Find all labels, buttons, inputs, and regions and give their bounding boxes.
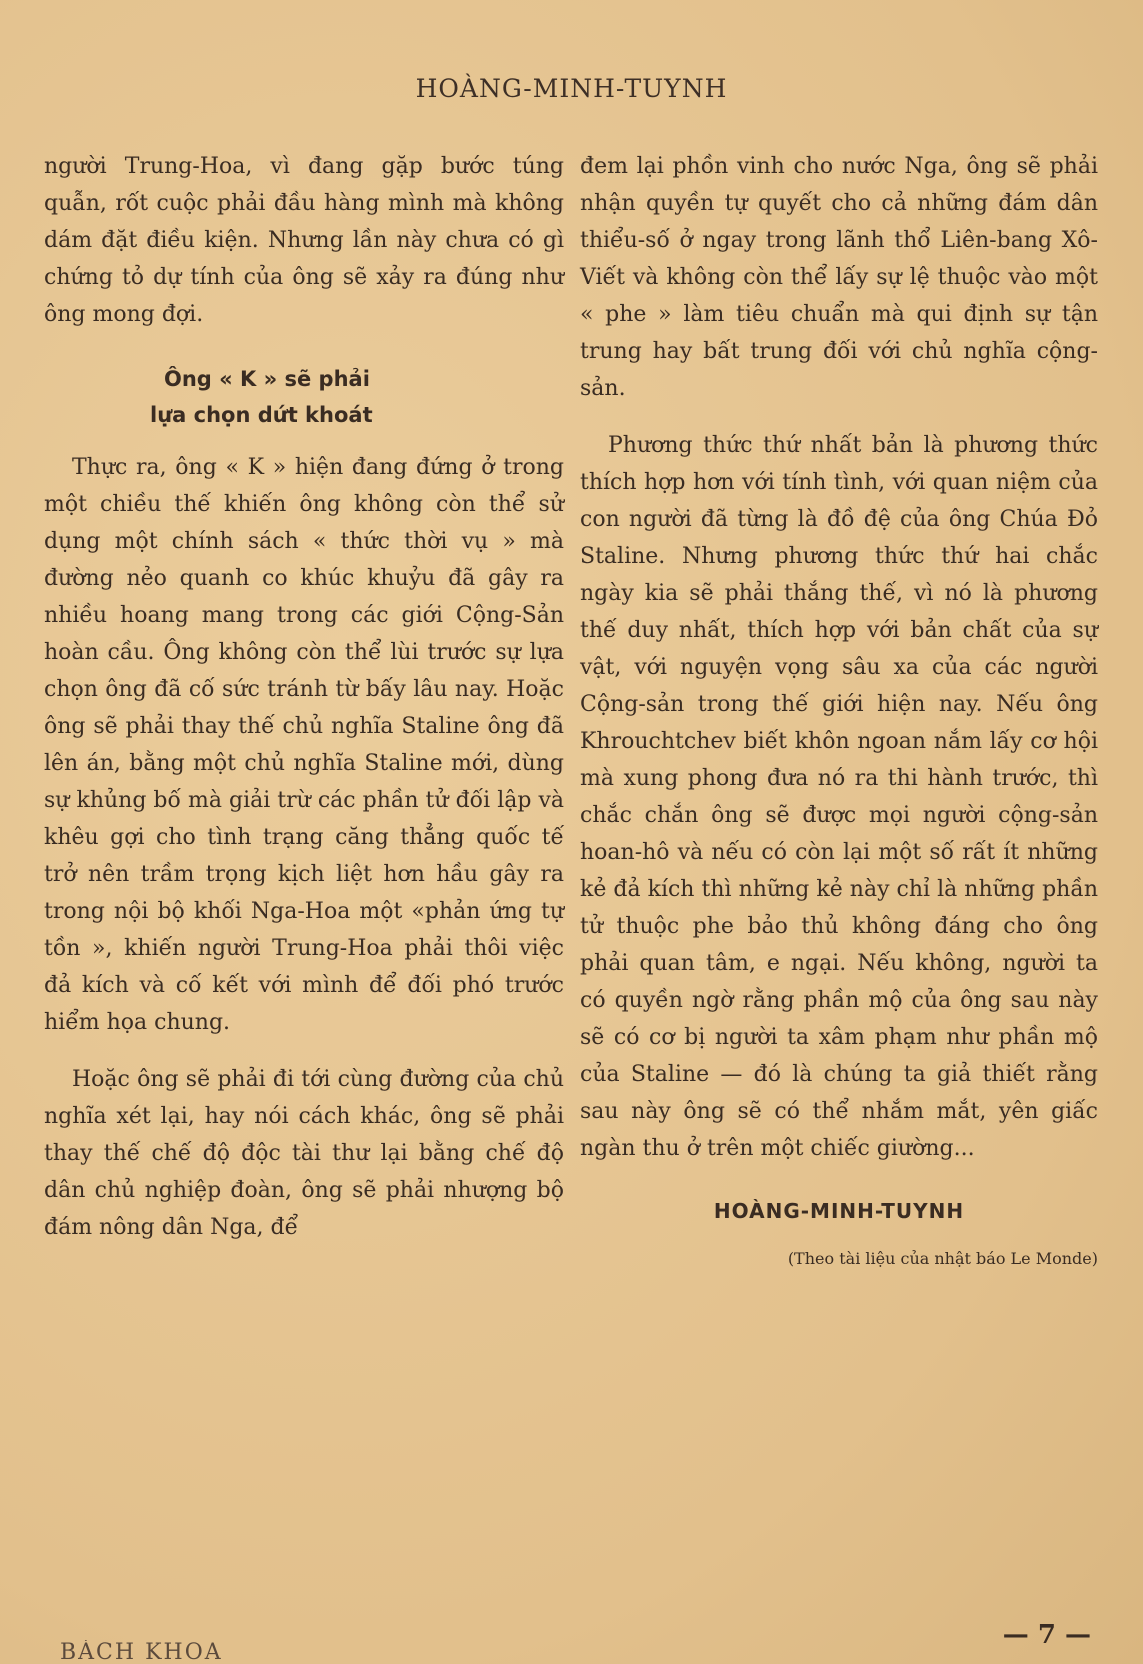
left-paragraph-2: Thực ra, ông « K » hiện đang đứng ở trong một chiều thế khiến ông không còn thể sử dụng một chính sách « thức thời vụ » mà đường nẻo quanh co khúc khuỷu đã gây ra nhiều hoang mang trong các giới Cộng-Sản hoàn cầu. Ông không còn thể lùi trước sự lựa chọn ông đã cố sức tránh từ bấy lâu nay. Hoặc ông sẽ phải thay thế chủ nghĩa Staline ông đã lên án, bằng một chủ nghĩa Staline mới, dùng sự khủng bố mà giải trừ các phần tử đối lập và khêu gợi cho tình trạng căng thẳng quốc tế trở nên trầm trọng kịch liệt hơn hầu gây ra trong nội bộ khối Nga-Hoa một «phản ứng tự tồn », khiến người Trung-Hoa phải thôi việc đả kích và cố kết với mình để đối phó trước hiểm họa chung. [44,455,564,1035]
running-header: HOÀNG-MINH-TUYNH [415,74,728,103]
right-column [580,148,1098,1277]
footer-publication-name: BÁCH KHOA [60,1640,223,1664]
subheading-line-1: Ông « K » sẽ phải [164,367,370,391]
author-signature: HOÀNG-MINH-TUYNH [713,1199,965,1223]
right-paragraph-2: Phương thức thứ nhất bản là phương thức thích hợp hơn với tính tình, với quan niệm của con người đã từng là đồ đệ của ông Chúa Đỏ Staline. Nhưng phương thức thứ hai chắc ngày kia sẽ phải thắng thế, vì nó là phương thế duy nhất, thích hợp với bản chất của sự vật, với nguyện vọng sâu xa của các người Cộng-sản trong thế giới hiện nay. Nếu ông Khrouchtchev biết khôn ngoan nắm lấy cơ hội mà xung phong đưa nó ra thi hành trước, thì chắc chắn ông sẽ được mọi người cộng-sản hoan-hô và nếu có còn lại một số rất ít những kẻ đả kích thì những kẻ này chỉ là những phần tử thuộc phe bảo thủ không đáng cho ông phải quan tâm, e ngại. Nếu không, người ta có quyền ngờ rằng phần mộ của ông sau này sẽ có cơ bị người ta xâm phạm như phần mộ của Staline — đó là chúng ta giả thiết rằng sau này ông sẽ có thể nhắm mắt, yên giấc ngàn thu ở trên một chiếc giường... [580,433,1098,1161]
left-paragraph-3: Hoặc ông sẽ phải đi tới cùng đường của chủ nghĩa xét lại, hay nói cách khác, ông sẽ phải thay thế chế độ độc tài thư lại bằng chế độ dân chủ nghiệp đoàn, ông sẽ phải nhượng bộ đám nông dân Nga, để [44,1067,564,1240]
left-column [44,148,564,1246]
source-note: (Theo tài liệu của nhật báo Le Monde) [787,1249,1098,1268]
left-paragraph-1: người Trung-Hoa, vì đang gặp bước túng quẫn, rốt cuộc phải đầu hàng mình mà không dám đặt điều kiện. Nhưng lần này chưa có gì chứng tỏ dự tính của ông sẽ xảy ra đúng như ông mong đợi. [44,154,564,327]
right-paragraph-1: đem lại phồn vinh cho nước Nga, ông sẽ phải nhận quyền tự quyết cho cả những đám dân thiểu-số ở ngay trong lãnh thổ Liên-bang Xô-Viết và không còn thể lấy sự lệ thuộc vào một « phe » làm tiêu chuẩn mà qui định sự tận trung hay bất trung đối với chủ nghĩa cộng-sản. [580,154,1098,401]
section-subheading [44,361,564,433]
page-number: — 7 — [1002,1620,1091,1650]
subheading-line-2: lựa chọn dứt khoát [150,403,373,427]
